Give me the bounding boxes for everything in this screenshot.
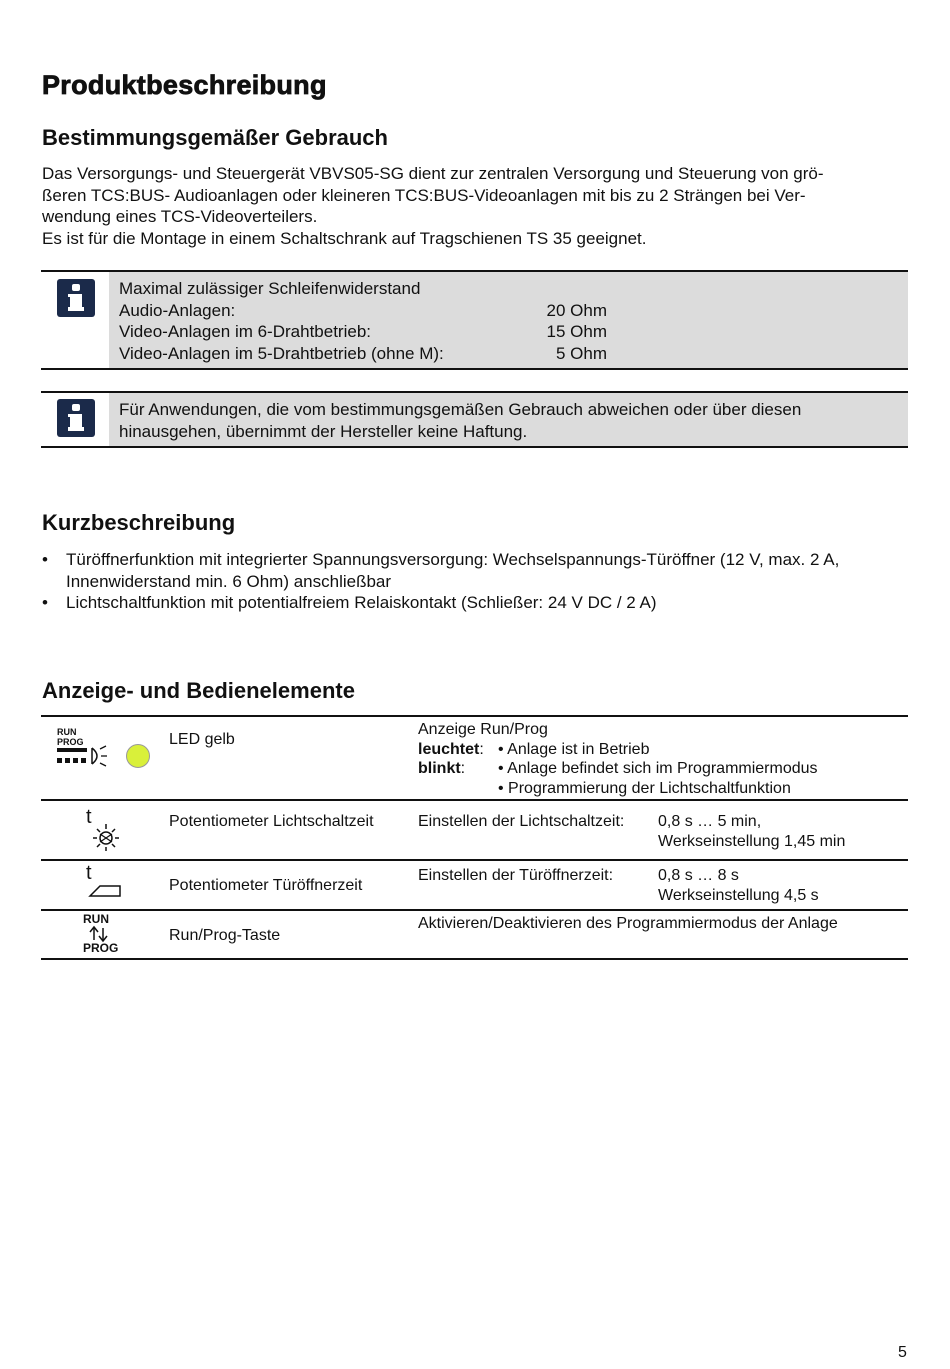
note-row-value: 5 Ohm — [555, 343, 607, 363]
usage-paragraph — [42, 163, 902, 249]
control-name: Potentiometer Lichtschaltzeit — [169, 813, 374, 830]
note-text-cell — [109, 272, 908, 368]
page-number: 5 — [898, 1344, 907, 1361]
note-row-label: Video-Anlagen im 5-Drahtbetrieb (ohne M): — [119, 343, 444, 363]
note-row-value: 20 Ohm — [546, 300, 607, 320]
table-row-divider — [41, 909, 908, 911]
lamp-symbol — [84, 808, 124, 852]
note-row-value: 15 Ohm — [546, 322, 607, 341]
run-prog-led-icon — [56, 727, 156, 771]
info-icon — [57, 279, 95, 317]
table-row-divider — [41, 859, 908, 861]
state-label-blink: blinkt: — [418, 760, 466, 777]
control-desc: Einstellen der Türöffnerzeit: — [418, 867, 614, 884]
state-item: • Anlage befindet sich im Programmiermodus — [498, 760, 818, 777]
section-heading-short: Kurzbeschreibung — [42, 510, 236, 535]
usage-line: ßeren TCS:BUS- Audioanlagen oder kleineren TCS:BUS-Videoanlagen mit bis zu 2 Strängen bei Ver- — [42, 185, 806, 205]
control-default: Werkseinstellung 4,5 s — [658, 886, 819, 904]
usage-line: Es ist für die Montage in einem Schaltschrank auf Tragschienen TS 35 geeignet. — [42, 228, 647, 248]
led-symbol — [56, 727, 156, 771]
state-item: • Anlage ist in Betrieb — [498, 740, 650, 758]
door-opener-symbol — [84, 864, 124, 904]
info-icon — [57, 399, 95, 437]
table-row-divider — [41, 799, 908, 801]
icon-label-run: RUN — [57, 727, 77, 737]
note-line: hinausgehen, übernimmt der Hersteller keine Haftung. — [119, 421, 528, 441]
note-heading: Maximal zulässiger Schleifenwiderstand — [119, 279, 421, 298]
icon-label-t: t — [86, 806, 92, 828]
usage-line: Das Versorgungs- und Steuergerät VBVS05-SG dient zur zentralen Versorgung und Steuerung von grö- — [42, 164, 824, 183]
control-name: Potentiometer Türöffnerzeit — [169, 877, 363, 894]
info-icon-cell — [41, 393, 109, 446]
control-default: Werkseinstellung 1,45 min — [658, 832, 846, 850]
state-item: • Programmierung der Lichtschaltfunktion — [498, 779, 791, 797]
control-name: LED gelb — [169, 731, 235, 748]
info-note-liability — [41, 391, 908, 448]
note-row-label: Video-Anlagen im 6-Drahtbetrieb: — [119, 322, 371, 341]
light-timer-icon — [84, 808, 124, 852]
icon-label-t: t — [86, 862, 92, 884]
note-text-cell — [109, 393, 908, 446]
info-icon-cell — [41, 272, 109, 368]
usage-line: wendung eines TCS-Videoverteilers. — [42, 207, 318, 226]
feature-list — [42, 549, 902, 614]
icon-label-prog: PROG — [57, 737, 84, 747]
door-timer-icon — [84, 864, 124, 904]
section-heading-usage: Bestimmungsgemäßer Gebrauch — [42, 125, 388, 150]
control-desc-title: Anzeige Run/Prog — [418, 721, 548, 738]
list-item: • Türöffnerfunktion mit integrierter Spannungsversorgung: Wechselspannungs-Türöffner (12 V, max. 2 A, Innenwiderstand min. 6 Ohm) anschließbar — [42, 549, 902, 592]
control-name: Run/Prog-Taste — [169, 927, 281, 944]
control-desc: Aktivieren/Deaktivieren des Programmiermodus der Anlage — [418, 915, 838, 932]
note-row-label: Audio-Anlagen: — [119, 300, 236, 320]
state-label-on: leuchtet: — [418, 740, 484, 758]
list-item: • Lichtschaltfunktion mit potentialfreiem Relaiskontakt (Schließer: 24 V DC / 2 A) — [42, 592, 902, 614]
page-title: Produktbeschreibung — [42, 70, 327, 100]
icon-label-prog: PROG — [83, 941, 119, 955]
info-note-resistance — [41, 270, 908, 370]
table-bottom-rule — [41, 958, 908, 960]
section-heading-controls: Anzeige- und Bedienelemente — [42, 678, 355, 703]
control-range: 0,8 s … 8 s — [658, 867, 739, 884]
run-prog-button-icon — [83, 912, 127, 956]
table-top-rule — [41, 715, 908, 717]
note-line: Für Anwendungen, die vom bestimmungsgemäßen Gebrauch abweichen oder über diesen — [119, 400, 802, 419]
control-range: 0,8 s … 5 min, — [658, 813, 762, 830]
control-desc: Einstellen der Lichtschaltzeit: — [418, 813, 625, 830]
icon-label-run: RUN — [83, 912, 109, 926]
